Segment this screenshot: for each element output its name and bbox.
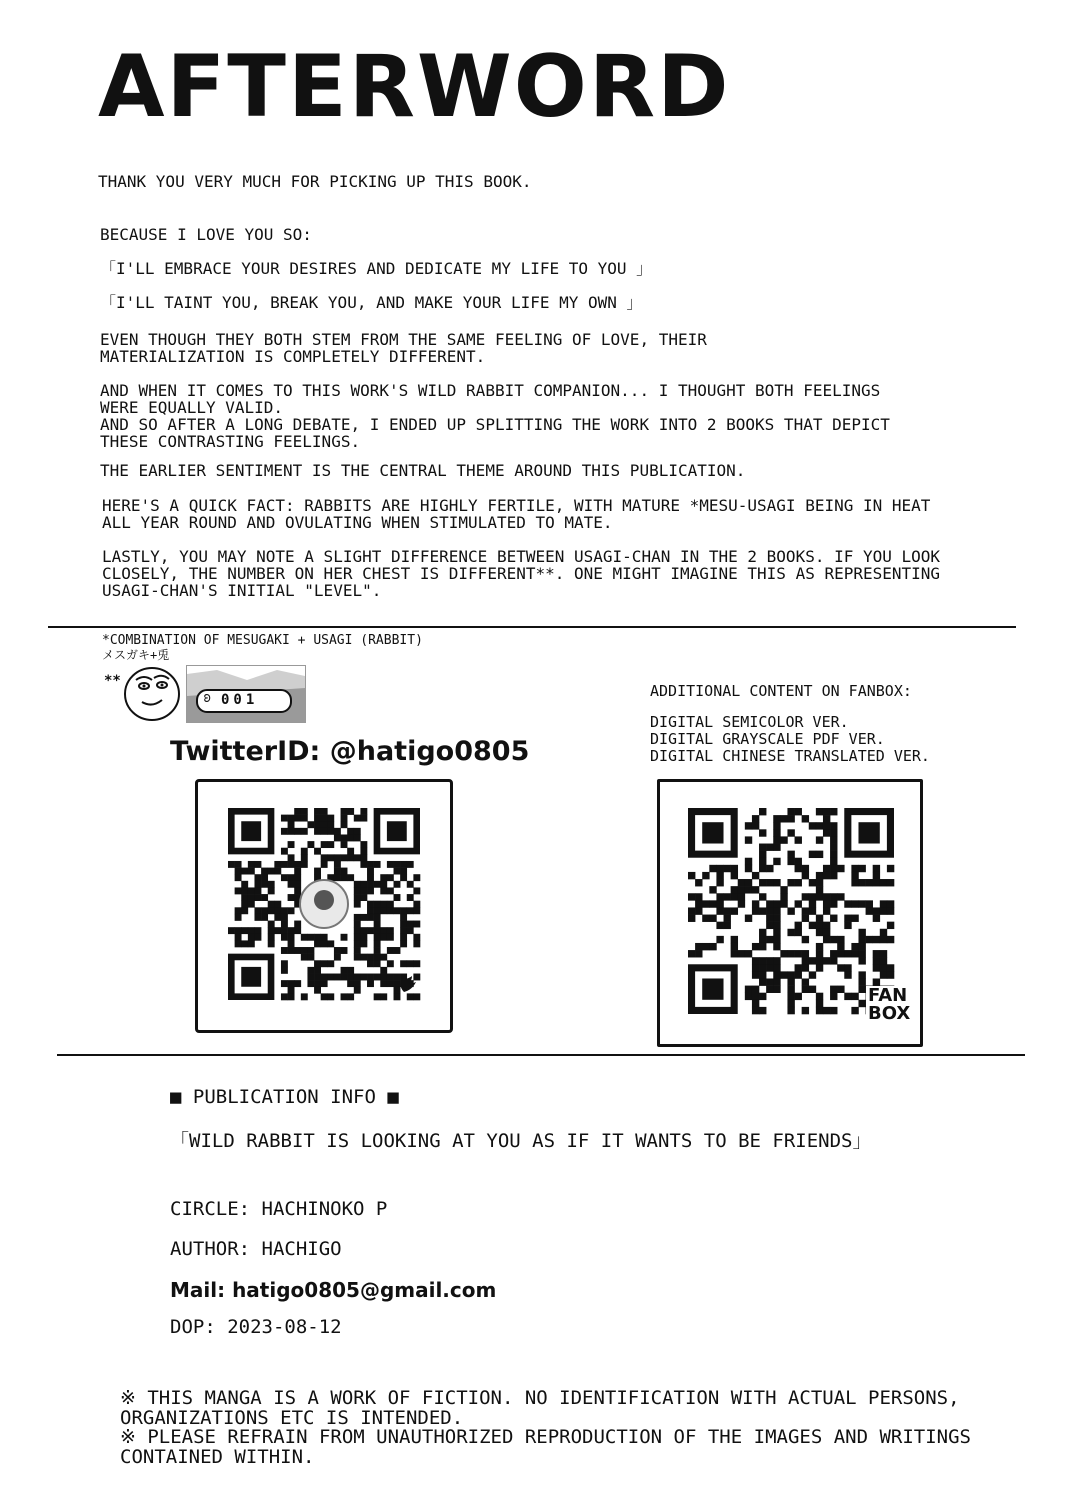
page-title: AFTERWORD	[98, 37, 731, 137]
paragraph-lastly: LASTLY, YOU MAY NOTE A SLIGHT DIFFERENCE BETWEEN USAGI-CHAN IN THE 2 BOOKS. IF YOU LOOK CLOSELY, THE NUMBER ON HER CHEST IS DIFFERENT**. ONE MIGHT IMAGINE THIS AS REPRESENTING USAGI-CHAN'S INITIAL "LEVEL".	[102, 547, 950, 600]
fanbox-logo-line: FAN	[868, 985, 908, 1006]
twitter-id[interactable]: TwitterID: @hatigo0805	[170, 736, 530, 767]
fanbox-qr-code[interactable]	[657, 779, 923, 1047]
fanbox-list	[650, 714, 930, 765]
publication-heading: ■ PUBLICATION INFO ■	[170, 1086, 399, 1108]
fanbox-item: DIGITAL SEMICOLOR VER.	[650, 713, 849, 731]
quote-embrace: 「I'LL EMBRACE YOUR DESIRES AND DEDICATE MY LIFE TO YOU 」	[100, 259, 653, 278]
fanbox-logo	[866, 986, 912, 1024]
love-intro: BECAUSE I LOVE YOU SO:	[100, 225, 312, 244]
footnote-japanese: メスガキ+兎	[102, 648, 170, 662]
fanbox-logo-line: BOX	[868, 1003, 911, 1024]
divider-bottom	[57, 1054, 1025, 1056]
paragraph-companion: AND WHEN IT COMES TO THIS WORK'S WILD RABBIT COMPANION... I THOUGHT BOTH FEELINGS WERE EQUALLY VALID.	[100, 381, 890, 417]
publication-title: 「WILD RABBIT IS LOOKING AT YOU AS IF IT WANTS TO BE FRIENDS」	[170, 1130, 872, 1152]
publication-mail[interactable]: Mail: hatigo0805@gmail.com	[170, 1278, 497, 1302]
qr-code-icon	[198, 782, 450, 1030]
publication-date: DOP: 2023-08-12	[170, 1316, 342, 1338]
disclaimer-fiction: ※ THIS MANGA IS A WORK OF FICTION. NO IDENTIFICATION WITH ACTUAL PERSONS, ORGANIZATIONS ETC IS INTENDED.	[120, 1387, 960, 1429]
publication-author: AUTHOR: HACHIGO	[170, 1238, 342, 1260]
paragraph-love: EVEN THOUGH THEY BOTH STEM FROM THE SAME FEELING OF LOVE, THEIR MATERIALIZATION IS COMPLETELY DIFFERENT.	[100, 330, 717, 366]
footnote-mesugaki: *COMBINATION OF MESUGAKI + USAGI (RABBIT)	[102, 633, 423, 648]
fanbox-heading: ADDITIONAL CONTENT ON FANBOX:	[650, 682, 912, 700]
thanks-line: THANK YOU VERY MUCH FOR PICKING UP THIS BOOK.	[98, 172, 532, 191]
doodle-face-icon	[122, 664, 182, 722]
fanbox-item: DIGITAL GRAYSCALE PDF VER.	[650, 730, 885, 748]
fanbox-item: DIGITAL CHINESE TRANSLATED VER.	[650, 747, 930, 765]
quote-taint: 「I'LL TAINT YOU, BREAK YOU, AND MAKE YOUR LIFE MY OWN 」	[100, 293, 643, 312]
footnote-marker: **	[104, 673, 121, 689]
paragraph-theme: THE EARLIER SENTIMENT IS THE CENTRAL THEME AROUND THIS PUBLICATION.	[100, 461, 746, 480]
divider-top	[48, 626, 1016, 628]
paragraph-fact: HERE'S A QUICK FACT: RABBITS ARE HIGHLY FERTILE, WITH MATURE *MESU-USAGI BEING IN HEAT ALL YEAR ROUND AND OVULATING WHEN STIMULATED TO MATE.	[102, 496, 941, 532]
twitter-qr-code[interactable]	[195, 779, 453, 1033]
rabbit-icon: ʚ	[203, 690, 212, 706]
paragraph-debate: AND SO AFTER A LONG DEBATE, I ENDED UP SPLITTING THE WORK INTO 2 BOOKS THAT DEPICT THESE CONTRASTING FEELINGS.	[100, 415, 900, 451]
badge-number: 001	[221, 692, 259, 708]
disclaimer-reproduction: ※ PLEASE REFRAIN FROM UNAUTHORIZED REPRODUCTION OF THE IMAGES AND WRITINGS CONTAINED WITHIN.	[120, 1426, 971, 1468]
publication-circle: CIRCLE: HACHINOKO P	[170, 1198, 388, 1220]
chest-badge-image	[186, 665, 306, 723]
